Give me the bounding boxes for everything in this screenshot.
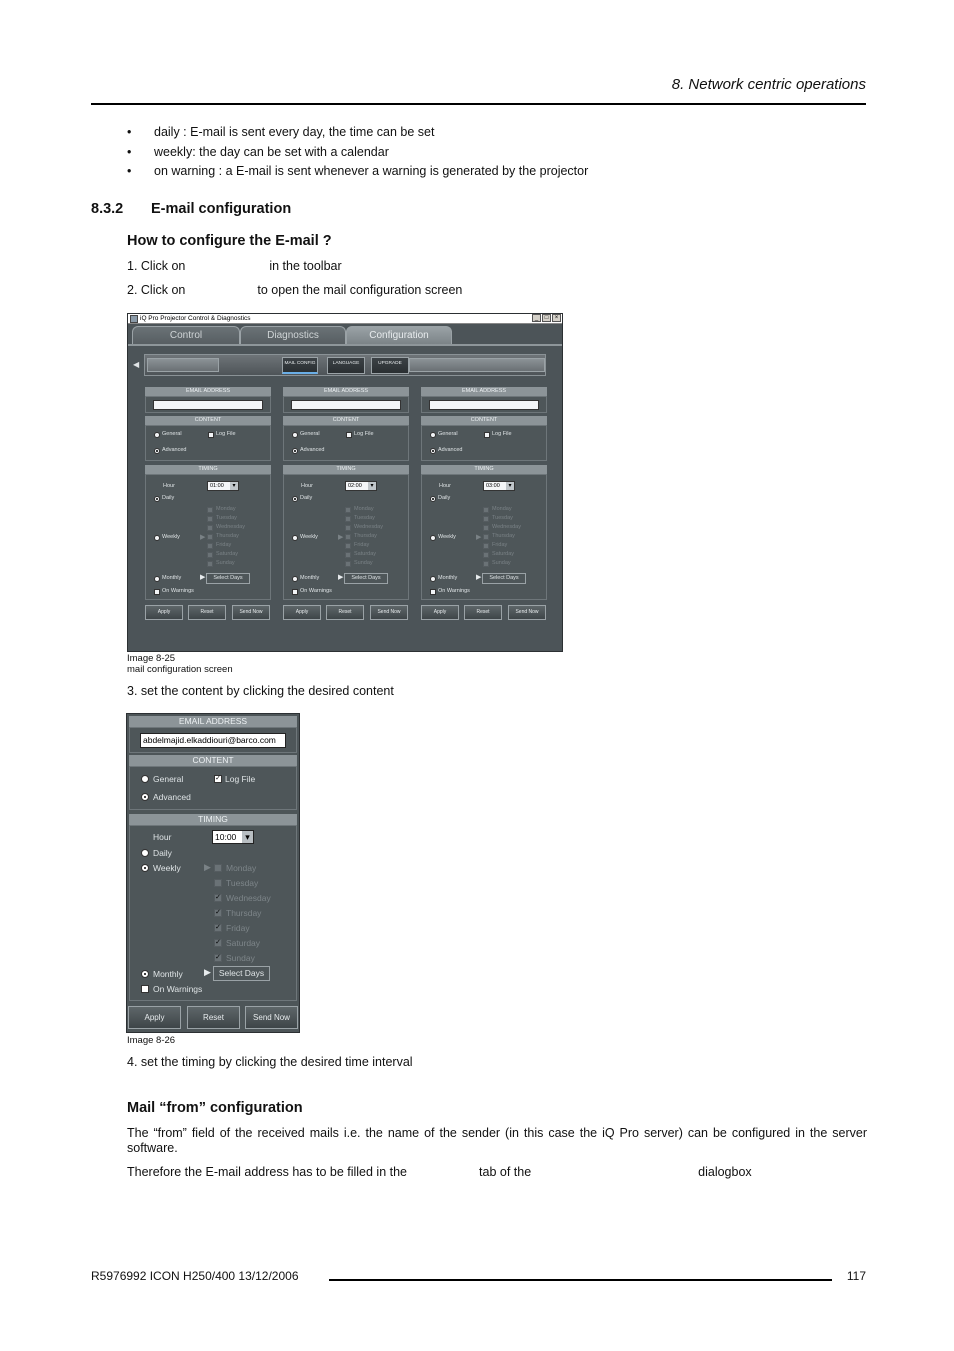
step-2 <box>127 283 462 297</box>
day-checkbox[interactable] <box>483 552 489 558</box>
day-label: Saturday <box>354 551 377 557</box>
subtab-mail-config[interactable]: MAIL CONFIG <box>282 357 318 374</box>
weekly-label: Weekly <box>438 534 456 540</box>
email-header: EMAIL ADDRESS <box>145 387 271 396</box>
day-checkbox[interactable] <box>483 507 489 513</box>
window-titlebar <box>128 314 562 324</box>
toolbar-slot <box>409 358 545 372</box>
advanced-label: Advanced <box>438 447 463 453</box>
hour-dropdown[interactable]: 02:00 ▾ <box>345 481 377 491</box>
day-label: Sunday <box>226 953 255 963</box>
mail-column-3 <box>421 387 547 627</box>
daily-radio[interactable] <box>154 496 160 502</box>
logfile-label: Log File <box>492 431 512 437</box>
email-header: EMAIL ADDRESS <box>129 716 297 727</box>
bullet-item: • daily : E-mail is sent every day, the time can be set <box>127 123 588 143</box>
email-box <box>145 396 271 413</box>
bullet-item: • weekly: the day can be set with a calendar <box>127 143 588 163</box>
day-checkbox[interactable]: ✓ <box>215 954 221 961</box>
para2-end: dialogbox <box>698 1165 752 1179</box>
day-label: Thursday <box>226 908 262 918</box>
footer-rule <box>329 1279 832 1281</box>
apply-button[interactable]: Apply <box>128 1006 181 1029</box>
day-checkbox[interactable] <box>483 516 489 522</box>
app-icon <box>130 315 138 323</box>
warnings-label: On Warnings <box>438 588 470 594</box>
daily-radio[interactable] <box>430 496 436 502</box>
day-label: Sunday <box>492 560 511 566</box>
day-label: Tuesday <box>492 515 513 521</box>
general-label: General <box>162 431 182 437</box>
mail-panel-zoom <box>126 713 300 1033</box>
day-checkbox[interactable] <box>483 543 489 549</box>
section-heading <box>91 201 291 217</box>
day-checkbox[interactable] <box>207 561 213 567</box>
day-checkbox[interactable]: ✓ <box>215 939 221 946</box>
day-label: Friday <box>216 542 232 548</box>
reset-button[interactable]: Reset <box>464 605 502 620</box>
hour-dropdown[interactable]: 10:00 ▾ <box>212 830 254 844</box>
apply-button[interactable]: Apply <box>283 605 321 620</box>
general-radio[interactable] <box>292 432 298 438</box>
minimize-icon[interactable]: _ <box>532 314 541 322</box>
weekly-label: Weekly <box>153 863 181 873</box>
day-checkbox[interactable] <box>483 525 489 531</box>
para2-start: Therefore the E-mail address has to be filled in the <box>127 1165 408 1179</box>
day-checkbox[interactable] <box>345 543 351 549</box>
send-now-button[interactable]: Send Now <box>232 605 270 620</box>
day-label: Saturday <box>216 551 239 557</box>
timing-header: TIMING <box>421 465 547 474</box>
advanced-label: Advanced <box>153 792 191 802</box>
logfile-label: Log File <box>354 431 374 437</box>
tab-line <box>128 344 562 346</box>
step-2-start: 2. Click on <box>127 283 186 297</box>
select-days-button[interactable]: Select Days <box>482 573 526 584</box>
step-2-end: to open the mail configuration screen <box>257 283 463 297</box>
warnings-checkbox[interactable] <box>292 589 298 595</box>
timing-header: TIMING <box>129 814 297 825</box>
general-radio[interactable] <box>154 432 160 438</box>
apply-button[interactable]: Apply <box>145 605 183 620</box>
step-1 <box>127 259 342 273</box>
advanced-radio[interactable] <box>154 448 160 454</box>
day-checkbox[interactable]: ✓ <box>215 894 221 901</box>
day-label: Monday <box>492 506 512 512</box>
day-checkbox[interactable] <box>345 534 351 540</box>
day-label: Monday <box>226 863 257 873</box>
section-number: 8.3.2 <box>91 201 124 217</box>
hour-dropdown[interactable]: 03:00 ▾ <box>483 481 515 491</box>
day-label: Saturday <box>492 551 515 557</box>
monthly-label: Monthly <box>162 575 182 581</box>
monthly-radio[interactable] <box>292 576 298 582</box>
header-rule <box>91 103 866 105</box>
step-1-end: in the toolbar <box>269 259 342 273</box>
daily-radio[interactable] <box>141 849 149 857</box>
day-checkbox[interactable] <box>214 864 222 872</box>
reset-button[interactable]: Reset <box>187 1006 240 1029</box>
monthly-arrow-icon: ▶ <box>204 967 211 977</box>
bullet-item: • on warning : a E-mail is sent whenever a warning is generated by the projector <box>127 162 588 182</box>
day-checkbox[interactable] <box>345 525 351 531</box>
howto-heading: How to configure the E-mail ? <box>127 233 332 249</box>
mailfrom-heading: Mail “from” configuration <box>127 1100 303 1116</box>
day-label: Wednesday <box>216 524 245 530</box>
email-input[interactable] <box>153 400 263 410</box>
email-box <box>283 396 409 413</box>
logfile-checkbox[interactable] <box>346 432 352 438</box>
logfile-checkbox[interactable]: ✓ <box>215 775 221 782</box>
day-label: Friday <box>354 542 370 548</box>
day-checkbox[interactable] <box>345 552 351 558</box>
monthly-label: Monthly <box>438 575 458 581</box>
weekly-arrow-icon: ▶ <box>476 534 482 541</box>
apply-button[interactable]: Apply <box>421 605 459 620</box>
image-caption <box>127 653 233 675</box>
tab-configuration[interactable]: Configuration <box>346 326 452 345</box>
page-number: 117 <box>846 1269 866 1283</box>
mailfrom-paragraph-2 <box>127 1165 867 1180</box>
select-days-button[interactable]: Select Days <box>344 573 388 584</box>
day-checkbox[interactable] <box>345 561 351 567</box>
reset-button[interactable]: Reset <box>326 605 364 620</box>
monthly-label: Monthly <box>153 969 183 979</box>
general-label: General <box>300 431 320 437</box>
timing-header: TIMING <box>283 465 409 474</box>
day-label: Wednesday <box>492 524 521 530</box>
content-box <box>129 766 297 810</box>
caption-text: mail configuration screen <box>127 664 233 675</box>
logfile-checkbox[interactable] <box>208 432 214 438</box>
day-label: Thursday <box>216 533 239 539</box>
hour-label: Hour <box>163 483 175 489</box>
advanced-label: Advanced <box>300 447 325 453</box>
day-label: Monday <box>216 506 236 512</box>
logfile-label: Log File <box>225 774 256 784</box>
weekly-arrow-icon: ▶ <box>200 534 206 541</box>
advanced-label: Advanced <box>162 447 187 453</box>
scroll-left-icon[interactable]: ◀ <box>133 360 140 369</box>
day-label: Tuesday <box>216 515 237 521</box>
day-checkbox[interactable] <box>207 507 213 513</box>
para2-middle: tab of the <box>479 1165 532 1179</box>
day-checkbox[interactable] <box>207 516 213 522</box>
subtab-upgrade[interactable]: UPGRADE <box>371 357 409 374</box>
content-header: CONTENT <box>145 416 271 425</box>
general-radio[interactable] <box>430 432 436 438</box>
day-checkbox[interactable] <box>345 516 351 522</box>
tab-control[interactable]: Control <box>132 326 240 345</box>
sub-toolbar <box>133 354 546 376</box>
weekly-arrow-icon: ▶ <box>338 534 344 541</box>
mail-config-window <box>127 313 563 652</box>
daily-label: Daily <box>153 848 172 858</box>
weekly-radio[interactable] <box>141 864 149 872</box>
caption-id: Image 8-25 <box>127 653 176 664</box>
warnings-checkbox[interactable] <box>154 589 160 595</box>
email-input[interactable] <box>429 400 539 410</box>
general-radio[interactable] <box>141 775 149 783</box>
hour-dropdown[interactable]: 01:00 ▾ <box>207 481 239 491</box>
daily-radio[interactable] <box>292 496 298 502</box>
maximize-icon[interactable]: □ <box>542 314 551 322</box>
step-3: 3. set the content by clicking the desired content <box>127 684 394 698</box>
advanced-radio[interactable] <box>292 448 298 454</box>
section-title: E-mail configuration <box>151 201 292 217</box>
day-label: Wednesday <box>226 893 271 903</box>
send-now-button[interactable]: Send Now <box>508 605 546 620</box>
day-checkbox[interactable] <box>207 543 213 549</box>
general-label: General <box>438 431 458 437</box>
day-checkbox[interactable] <box>207 552 213 558</box>
image-caption: Image 8-26 <box>127 1035 176 1046</box>
day-label: Tuesday <box>226 878 259 888</box>
daily-label: Daily <box>162 495 175 501</box>
select-days-button[interactable]: Select Days <box>206 573 250 584</box>
day-checkbox[interactable] <box>345 507 351 513</box>
warnings-checkbox[interactable] <box>430 589 436 595</box>
day-checkbox[interactable] <box>207 534 213 540</box>
day-label: Friday <box>492 542 508 548</box>
reset-button[interactable]: Reset <box>188 605 226 620</box>
email-input[interactable] <box>291 400 401 410</box>
weekly-radio[interactable] <box>430 535 436 541</box>
warnings-label: On Warnings <box>162 588 194 594</box>
main-tabs <box>128 326 562 346</box>
weekly-radio[interactable] <box>154 535 160 541</box>
hour-label: Hour <box>439 483 451 489</box>
weekly-label: Weekly <box>162 534 180 540</box>
weekly-label: Weekly <box>300 534 318 540</box>
send-now-button[interactable]: Send Now <box>245 1006 298 1029</box>
content-header: CONTENT <box>421 416 547 425</box>
day-label: Thursday <box>492 533 515 539</box>
logfile-checkbox[interactable] <box>484 432 490 438</box>
window-title: iQ Pro Projector Control & Diagnostics <box>140 315 251 322</box>
content-header: CONTENT <box>129 755 297 766</box>
monthly-arrow-icon: ▶ <box>338 574 344 581</box>
day-label: Monday <box>354 506 374 512</box>
day-label: Saturday <box>226 938 261 948</box>
send-now-button[interactable]: Send Now <box>370 605 408 620</box>
advanced-radio[interactable] <box>430 448 436 454</box>
general-label: General <box>153 774 184 784</box>
day-label: Friday <box>226 923 250 933</box>
toolbar-slot <box>147 358 219 372</box>
footer-doc-info: R5976992 ICON H250/400 13/12/2006 <box>91 1269 299 1283</box>
day-label: Sunday <box>354 560 373 566</box>
monthly-radio[interactable] <box>141 970 149 978</box>
hour-label: Hour <box>301 483 313 489</box>
select-days-button[interactable]: Select Days <box>213 966 270 981</box>
email-input[interactable]: abdelmajid.elkaddiouri@barco.com <box>140 733 286 748</box>
hour-label: Hour <box>153 832 172 842</box>
bullet-list <box>127 123 588 182</box>
mailfrom-paragraph-1: The “from” field of the received mails i.e. the name of the sender (in this case the iQ Pro server) can be configured in the server software. <box>127 1126 867 1155</box>
day-checkbox[interactable]: ✓ <box>215 924 221 931</box>
day-label: Sunday <box>216 560 235 566</box>
monthly-arrow-icon: ▶ <box>200 574 206 581</box>
day-label: Tuesday <box>354 515 375 521</box>
monthly-radio[interactable] <box>430 576 436 582</box>
weekly-radio[interactable] <box>292 535 298 541</box>
step-1-start: 1. Click on <box>127 259 186 273</box>
chapter-header: 8. Network centric operations <box>671 76 866 93</box>
day-label: Thursday <box>354 533 377 539</box>
mail-column-2 <box>283 387 409 627</box>
day-checkbox[interactable] <box>214 879 222 887</box>
weekly-arrow-icon: ▶ <box>204 862 211 872</box>
daily-label: Daily <box>438 495 451 501</box>
mail-column-1 <box>145 387 271 627</box>
email-box <box>421 396 547 413</box>
warnings-label: On Warnings <box>153 984 203 994</box>
advanced-radio[interactable] <box>141 793 149 801</box>
tab-diagnostics[interactable]: Diagnostics <box>240 326 346 345</box>
email-header: EMAIL ADDRESS <box>421 387 547 396</box>
monthly-radio[interactable] <box>154 576 160 582</box>
step-4: 4. set the timing by clicking the desired time interval <box>127 1055 413 1069</box>
day-checkbox[interactable] <box>483 534 489 540</box>
day-checkbox[interactable] <box>483 561 489 567</box>
warnings-label: On Warnings <box>300 588 332 594</box>
monthly-arrow-icon: ▶ <box>476 574 482 581</box>
day-checkbox[interactable] <box>207 525 213 531</box>
timing-header: TIMING <box>145 465 271 474</box>
close-icon[interactable]: × <box>552 314 561 322</box>
daily-label: Daily <box>300 495 313 501</box>
subtab-language[interactable]: LANGUAGE <box>327 357 365 374</box>
day-checkbox[interactable]: ✓ <box>215 909 221 916</box>
email-box <box>129 727 297 753</box>
warnings-checkbox[interactable] <box>141 985 149 993</box>
logfile-label: Log File <box>216 431 236 437</box>
content-header: CONTENT <box>283 416 409 425</box>
day-label: Wednesday <box>354 524 383 530</box>
monthly-label: Monthly <box>300 575 320 581</box>
email-header: EMAIL ADDRESS <box>283 387 409 396</box>
